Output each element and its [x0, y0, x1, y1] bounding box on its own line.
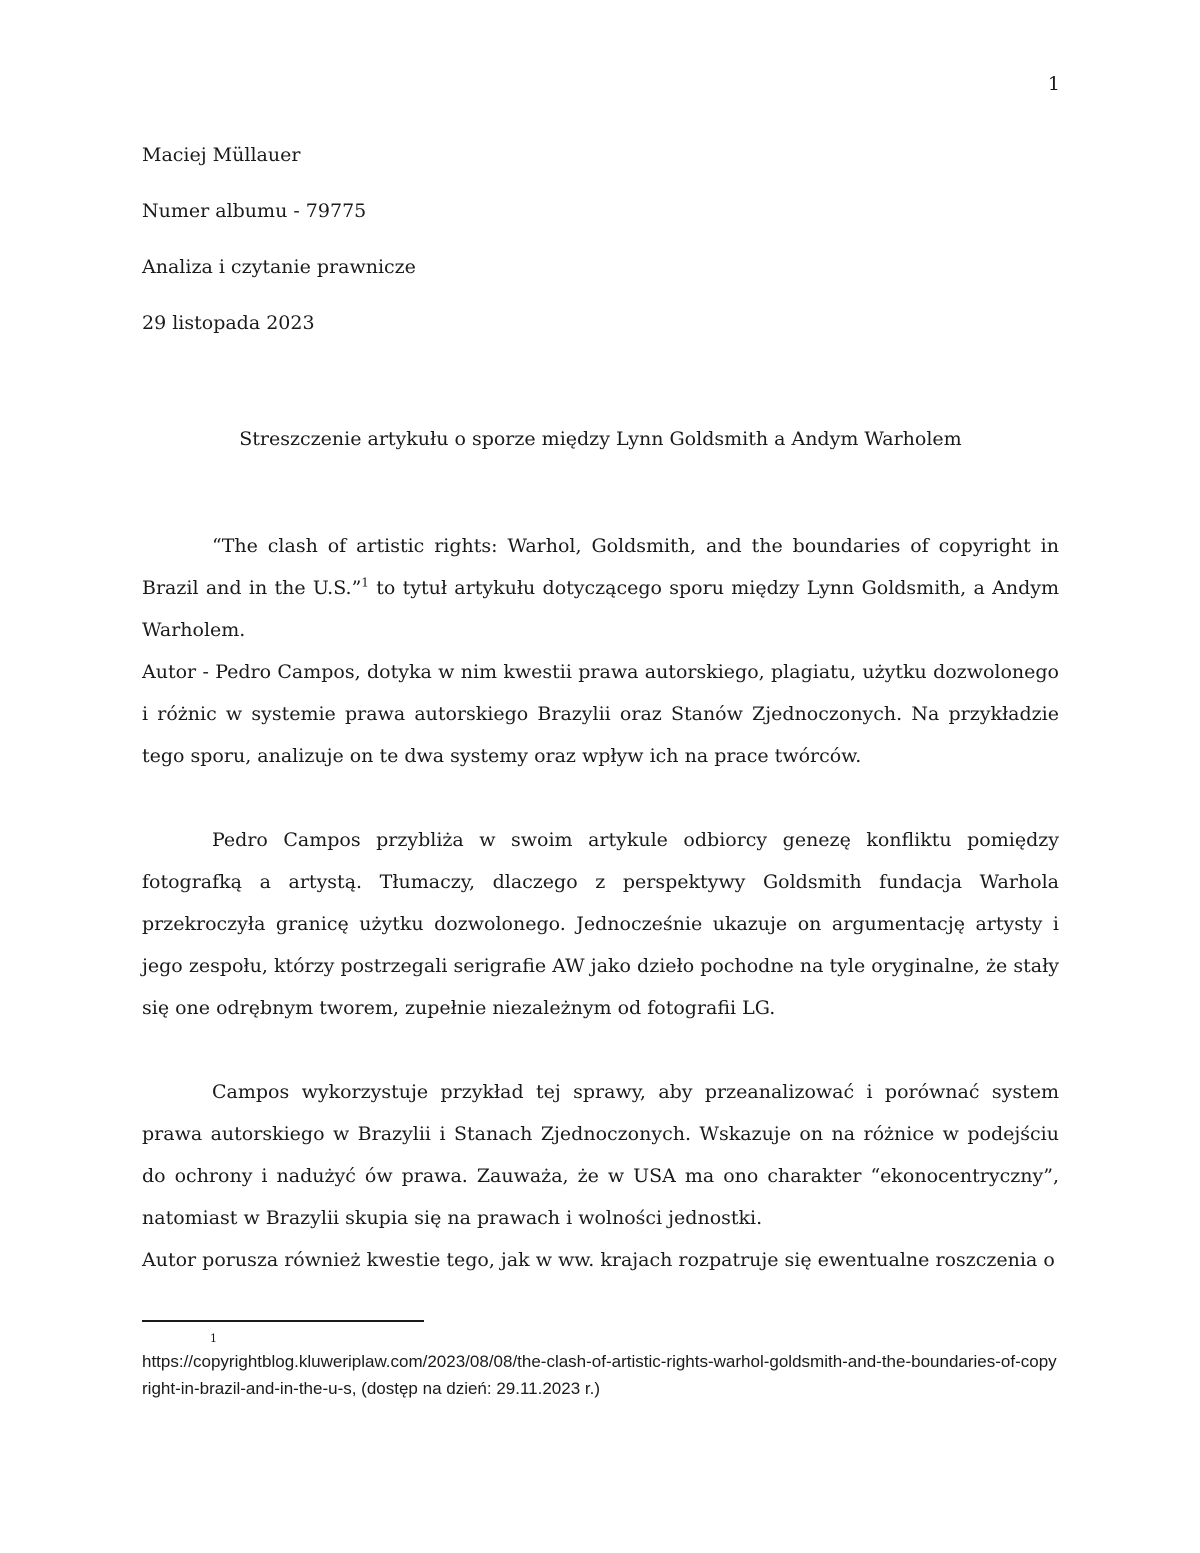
footnote-link[interactable]: https://copyrightblog.kluweriplaw.com/2023/08/08/the-clash-of-artistic-rights-warhol-goldsmith-and-the-boundaries-of-copyright-in-brazil-and-in-the-u-s, (dostęp na dzień: 29.11.2023 r.) [142, 1352, 1057, 1398]
paragraph-3: Pedro Campos przybliża w swoim artykule odbiorcy genezę konfliktu pomiędzy fotografką a artystą. Tłumaczy, dlaczego z perspektywy Goldsmith fundacja Warhola przekroczyła granicę użytku dozwolonego. Jednocześnie ukazuje on argumentację artysty i jego zespołu, którzy postrzegali serigrafie AW jako dzieło pochodne na tyle oryginalne, że stały się one odrębnym tworem, zupełnie niezależnym od fotografii LG. [142, 829, 1059, 1019]
paragraph-4: Campos wykorzystuje przykład tej sprawy, aby przeanalizować i porównać system prawa autorskiego w Brazylii i Stanach Zjednoczonych. Wskazuje on na różnice w podejściu do ochrony i nadużyć ów prawa. Zauważa, że w USA ma ono charakter “ekonocentryczny”, natomiast w Brazylii skupia się na prawach i wolności jednostki. [142, 1081, 1059, 1229]
footnote [142, 1330, 1059, 1402]
album-number: Numer albumu - 79775 [142, 200, 367, 222]
paragraph-1 [142, 525, 1059, 651]
body-text [142, 525, 1059, 1281]
paragraph-5: Autor porusza również kwestie tego, jak w ww. krajach rozpatruje się ewentualne roszczenia o [142, 1249, 1055, 1271]
paragraph-1-quote: “The clash of artistic rights: Warhol, Goldsmith, and the boundaries of copyright in Brazil and in the U.S.” [142, 535, 1059, 599]
footnote-mark: 1 [210, 1332, 217, 1345]
paragraph-1-rest: to tytuł artykułu dotyczącego sporu między Lynn Goldsmith, a Andym Warholem. [142, 577, 1059, 641]
document-date: 29 listopada 2023 [142, 312, 315, 334]
footnote-separator [142, 1320, 424, 1322]
course-name: Analiza i czytanie prawnicze [142, 256, 416, 278]
document-title: Streszczenie artykułu o sporze między Lynn Goldsmith a Andym Warholem [239, 428, 962, 450]
page-number: 1 [1047, 73, 1060, 95]
paragraph-2: Autor - Pedro Campos, dotyka w nim kwestii prawa autorskiego, plagiatu, użytku dozwolonego i różnic w systemie prawa autorskiego Brazylii oraz Stanów Zjednoczonych. Na przykładzie tego sporu, analizuje on te dwa systemy oraz wpływ ich na prace twórców. [142, 661, 1059, 767]
footnote-reference: 1 [361, 575, 369, 590]
header-block [142, 141, 1062, 365]
author-name: Maciej Müllauer [142, 144, 301, 166]
